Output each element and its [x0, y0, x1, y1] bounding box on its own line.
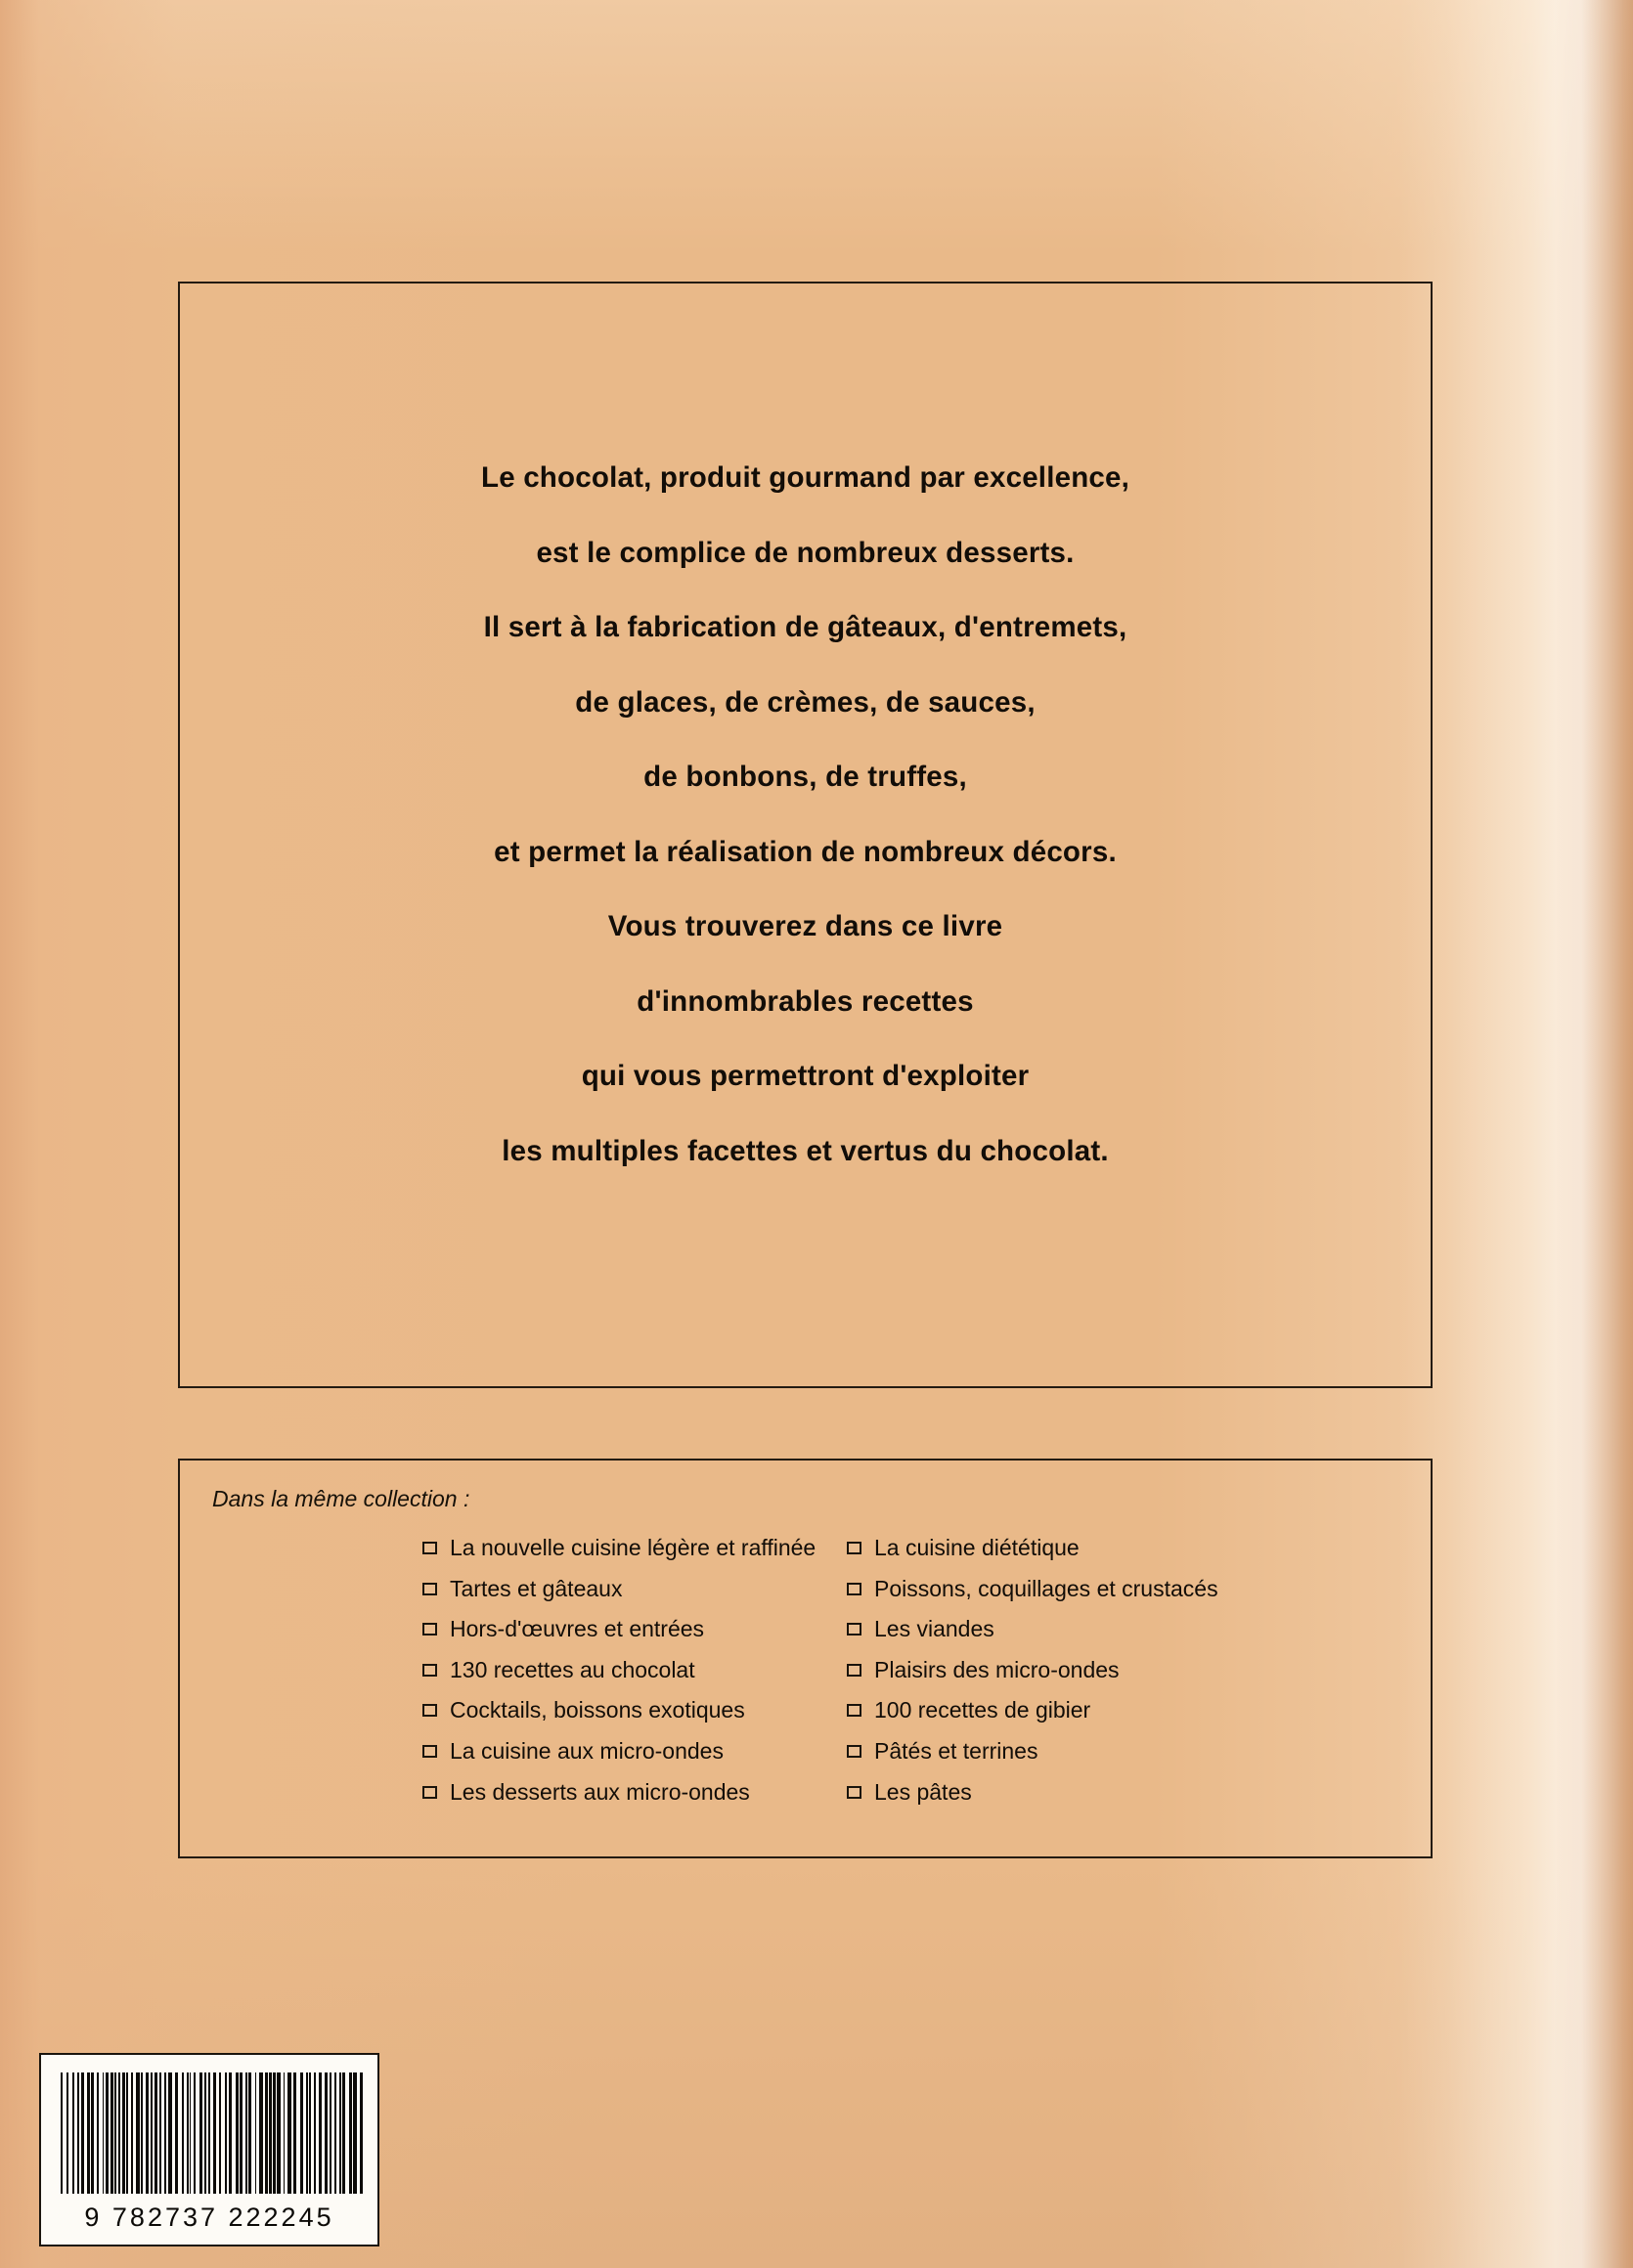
list-item-label: Cocktails, boissons exotiques	[450, 1697, 745, 1723]
list-item	[422, 1576, 786, 1617]
list-item	[847, 1535, 1412, 1576]
list-item	[847, 1616, 1412, 1657]
checkbox-icon	[422, 1580, 450, 1599]
list-item	[847, 1779, 1412, 1820]
blurb-line: Le chocolat, produit gourmand par excellence,	[480, 461, 1130, 494]
blurb-box	[178, 282, 1433, 1388]
list-item-label: Tartes et gâteaux	[450, 1575, 623, 1601]
list-item	[422, 1535, 816, 1576]
checkbox-icon	[422, 1783, 450, 1803]
barcode-bars	[61, 2072, 362, 2194]
collection-columns	[180, 1535, 1431, 1819]
checkbox-icon	[422, 1742, 450, 1762]
checkbox-icon	[847, 1539, 874, 1558]
list-item-label: Les desserts aux micro-ondes	[450, 1778, 750, 1805]
collection-box	[178, 1459, 1433, 1858]
collection-column-left	[180, 1535, 816, 1819]
list-item-label: La nouvelle cuisine légère et raffinée	[450, 1535, 816, 1560]
blurb-line: qui vous permettront d'exploiter	[581, 1060, 1030, 1092]
barcode-digits: 9 782737 222245	[84, 2203, 334, 2232]
list-item-label: Pâtés et terrines	[874, 1737, 1038, 1764]
blurb-line: les multiples facettes et vertus du chocolat.	[502, 1134, 1109, 1167]
collection-column-right	[786, 1535, 1412, 1819]
list-item	[847, 1576, 1412, 1617]
checkbox-icon	[847, 1742, 874, 1762]
checkbox-icon	[847, 1620, 874, 1639]
blurb-line: est le complice de nombreux desserts.	[536, 536, 1075, 569]
checkbox-icon	[847, 1580, 874, 1599]
blurb-line: Il sert à la fabrication de gâteaux, d'entremets,	[483, 611, 1127, 643]
checkbox-icon	[847, 1701, 874, 1721]
list-item-label: La cuisine aux micro-ondes	[450, 1737, 724, 1764]
list-item	[847, 1697, 1412, 1738]
collection-title: Dans la même collection :	[212, 1486, 470, 1511]
checkbox-icon	[422, 1620, 450, 1639]
checkbox-icon	[422, 1661, 450, 1680]
blurb-line: de bonbons, de truffes,	[643, 761, 967, 793]
list-item-label: 100 recettes de gibier	[874, 1697, 1091, 1723]
list-item	[422, 1738, 786, 1779]
barcode	[39, 2053, 379, 2246]
list-item-label: Hors-d'œuvres et entrées	[450, 1616, 705, 1642]
list-item-label: Les pâtes	[874, 1778, 972, 1805]
list-item	[422, 1657, 786, 1698]
list-item	[847, 1738, 1412, 1779]
checkbox-icon	[847, 1783, 874, 1803]
blurb-text	[180, 463, 1431, 1165]
list-item-label: Plaisirs des micro-ondes	[874, 1656, 1120, 1682]
blurb-line: Vous trouverez dans ce livre	[607, 910, 1003, 942]
list-item	[847, 1657, 1412, 1698]
list-item-label: La cuisine diététique	[874, 1535, 1080, 1560]
list-item	[422, 1779, 786, 1820]
blurb-line: de glaces, de crèmes, de sauces,	[575, 685, 1036, 719]
checkbox-icon	[847, 1661, 874, 1680]
list-item	[422, 1616, 786, 1657]
blurb-line: d'innombrables recettes	[637, 984, 974, 1018]
list-item	[422, 1697, 786, 1738]
list-item-label: Les viandes	[874, 1616, 994, 1642]
checkbox-icon	[422, 1701, 450, 1721]
list-item-label: 130 recettes au chocolat	[450, 1656, 695, 1682]
checkbox-icon	[422, 1539, 450, 1558]
list-item-label: Poissons, coquillages et crustacés	[874, 1575, 1218, 1601]
blurb-line: et permet la réalisation de nombreux décors.	[494, 835, 1117, 868]
page-sheen	[1398, 0, 1633, 2268]
